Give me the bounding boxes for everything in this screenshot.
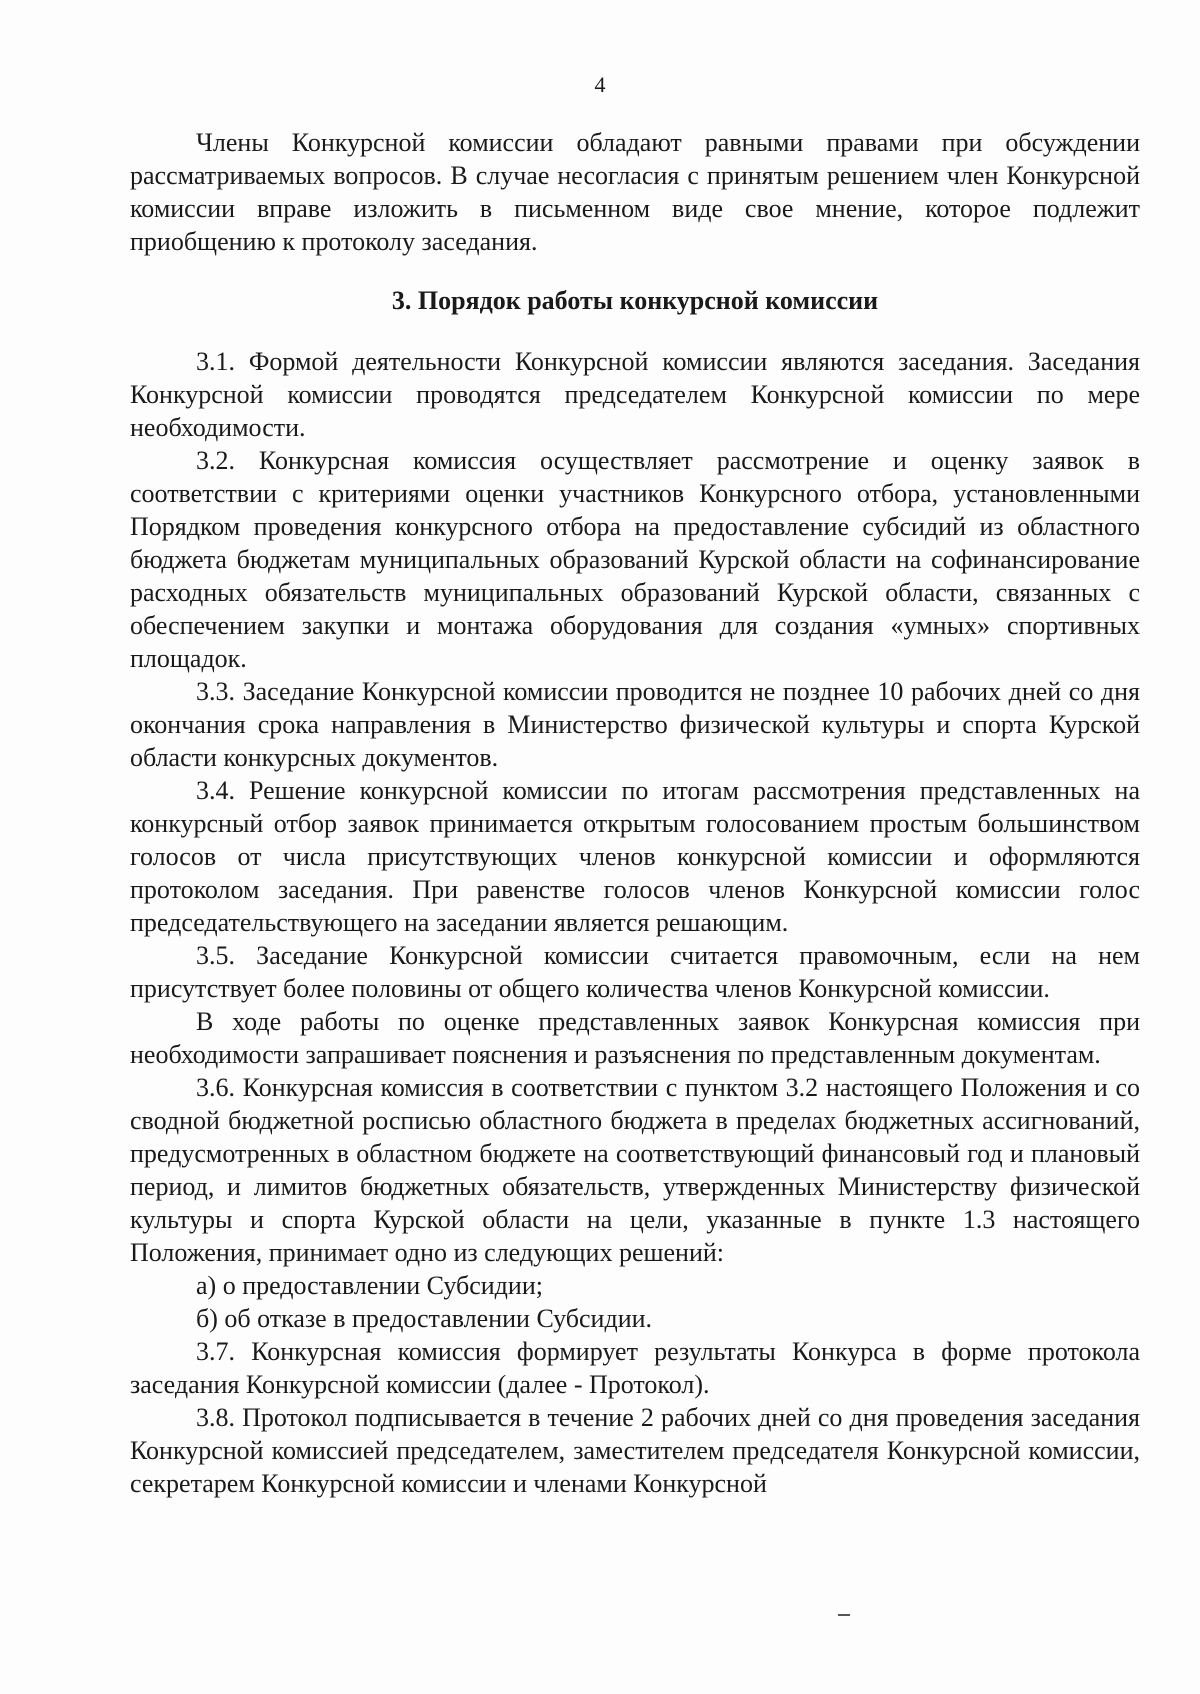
paragraph-3-8: 3.8. Протокол подписывается в течение 2 рабочих дней со дня проведения заседания Конкурсной комиссией председателем, заместителем председателя Конкурсной комиссии, секретарем Конкурсной комиссии и членами Конкурсной: [130, 1403, 1140, 1498]
section-title: 3. Порядок работы конкурсной комиссии: [391, 286, 879, 315]
paragraph-3-5: 3.5. Заседание Конкурсной комиссии считается правомочным, если на нем присутствует более половины от общего количества членов Конкурсной комиссии.: [130, 941, 1140, 1003]
document-body: [130, 126, 1140, 1500]
paragraph-3-1: 3.1. Формой деятельности Конкурсной комиссии являются заседания. Заседания Конкурсной комиссии проводятся председателем Конкурсной комиссии по мере необходимости.: [130, 347, 1140, 442]
paragraph-3-4: 3.4. Решение конкурсной комиссии по итогам рассмотрения представленных на конкурсный отбор заявок принимается открытым голосованием простым большинством голосов от числа присутствующих членов конкурсной комиссии и оформляются протоколом заседания. При равенстве голосов членов Конкурсной комиссии голос председательствующего на заседании является решающим.: [130, 776, 1140, 937]
scan-mark: [838, 1614, 850, 1616]
paragraph-3-2: 3.2. Конкурсная комиссия осуществляет рассмотрение и оценку заявок в соответствии с критериями оценки участников Конкурсного отбора, установленными Порядком проведения конкурсного отбора на предоставление субсидий из областного бюджета бюджетам муниципальных образований Курской области на софинансирование расходных обязательств муниципальных образований Курской области, связанных с обеспечением закупки и монтажа оборудования для создания «умных» спортивных площадок.: [130, 446, 1140, 673]
paragraph-3-6: 3.6. Конкурсная комиссия в соответствии с пунктом 3.2 настоящего Положения и со сводной бюджетной росписью областного бюджета в пределах бюджетных ассигнований, предусмотренных в областном бюджете на соответствующий финансовый год и плановый период, и лимитов бюджетных обязательств, утвержденных Министерству физической культуры и спорта Курской области на цели, указанные в пункте 1.3 настоящего Положения, принимает одно из следующих решений:: [130, 1073, 1140, 1267]
page-number: 4: [594, 72, 606, 97]
paragraph-3-7: 3.7. Конкурсная комиссия формирует результаты Конкурса в форме протокола заседания Конкурсной комиссии (далее - Протокол).: [130, 1337, 1140, 1399]
paragraph-3-6-option-b: б) об отказе в предоставлении Субсидии.: [196, 1304, 653, 1333]
intro-paragraph: Члены Конкурсной комиссии обладают равными правами при обсуждении рассматриваемых вопросов. В случае несогласия с принятым решением член Конкурсной комиссии вправе изложить в письменном виде свое мнение, которое подлежит приобщению к протоколу заседания.: [130, 128, 1140, 256]
paragraph-3-6-option-a: а) о предоставлении Субсидии;: [196, 1271, 543, 1300]
paragraph-3-3: 3.3. Заседание Конкурсной комиссии проводится не позднее 10 рабочих дней со дня окончания срока направления в Министерство физической культуры и спорта Курской области конкурсных документов.: [130, 677, 1140, 772]
paragraph-3-5-continued: В ходе работы по оценке представленных заявок Конкурсная комиссия при необходимости запрашивает пояснения и разъяснения по представленным документам.: [130, 1007, 1140, 1069]
